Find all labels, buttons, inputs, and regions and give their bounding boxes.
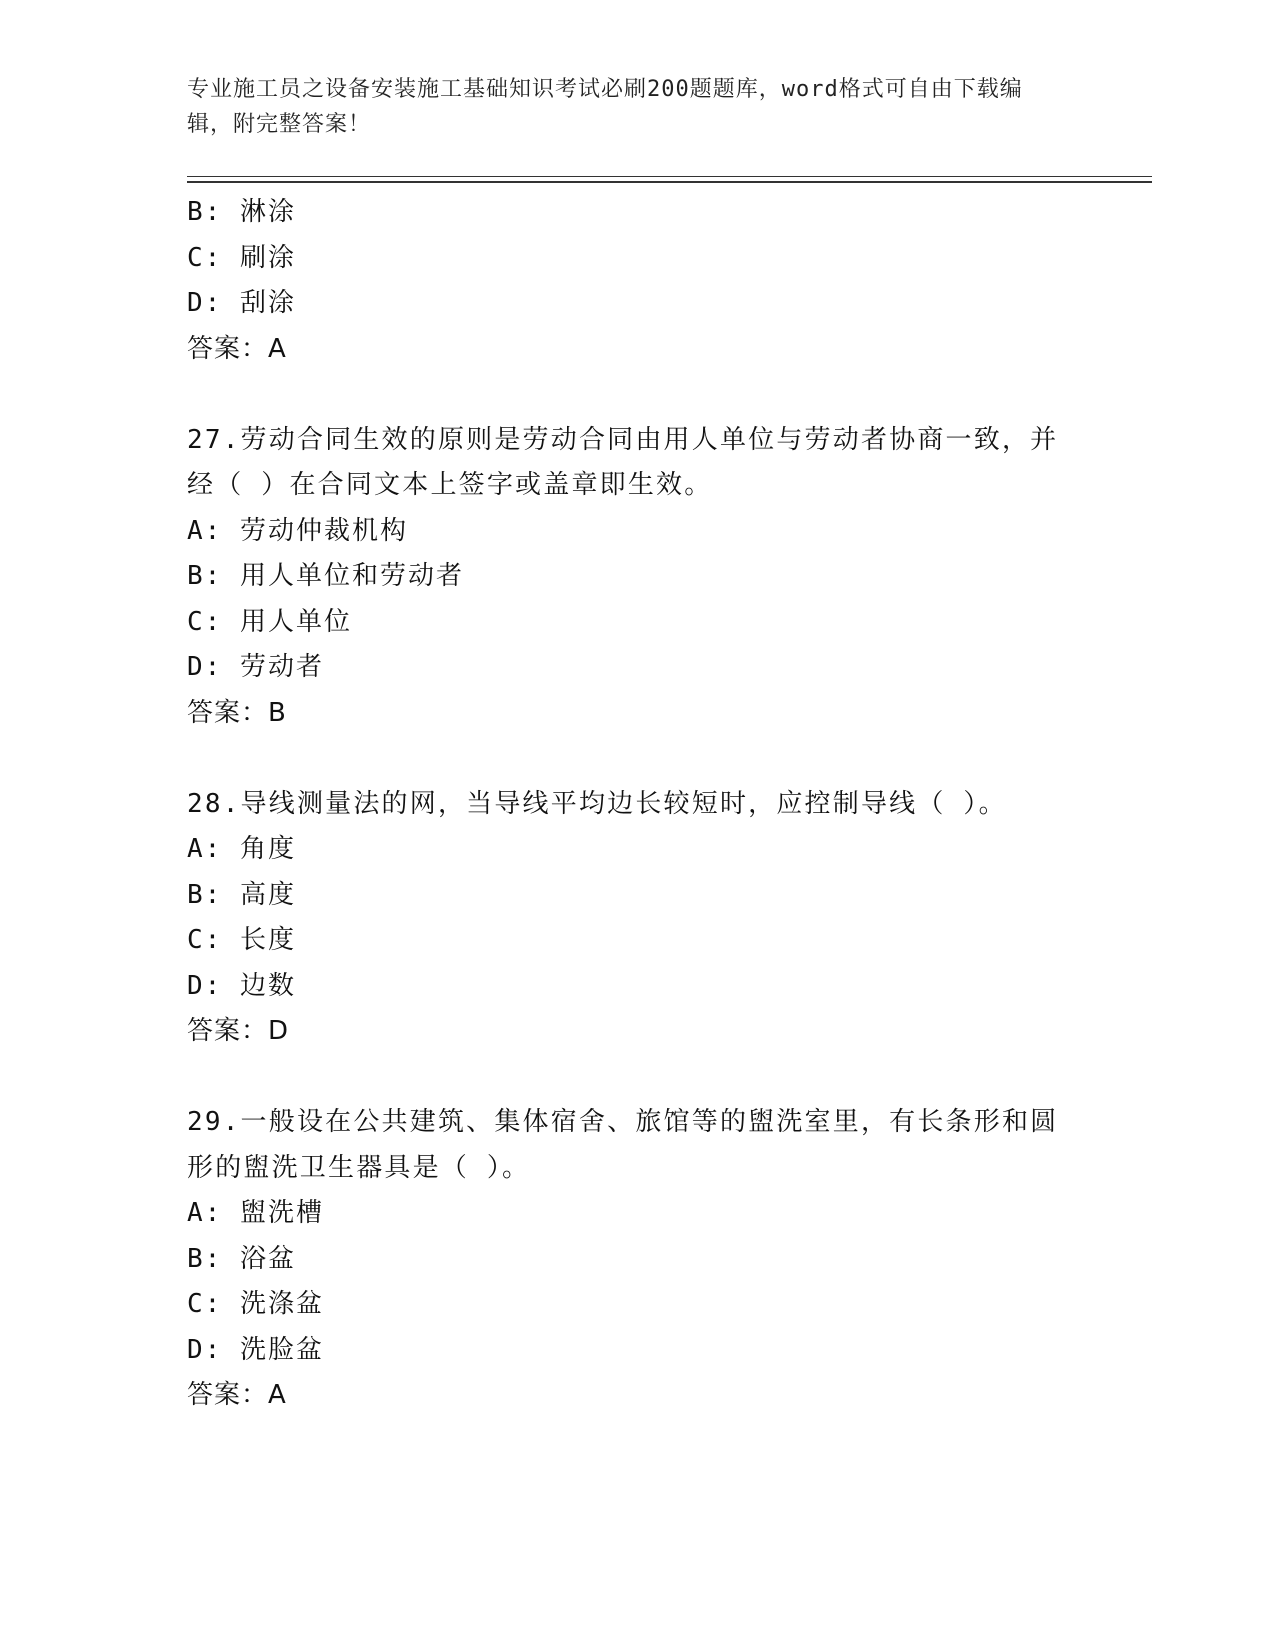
option-b: B: 浴盆 bbox=[187, 1243, 296, 1274]
question-29 bbox=[187, 1100, 1087, 1419]
spacer bbox=[187, 1055, 1087, 1101]
option-a: A: 劳动仲裁机构 bbox=[187, 515, 408, 546]
page-header-title: 专业施工员之设备安装施工基础知识考试必刷200题题库，word格式可自由下载编辑，附完整答案！ bbox=[187, 77, 1023, 137]
question-text: 28.导线测量法的网，当导线平均边长较短时，应控制导线（ ）。 bbox=[187, 788, 1007, 819]
answer-line: 答案：B bbox=[187, 697, 287, 728]
option-c: C: 用人单位 bbox=[187, 606, 352, 637]
header-divider-thin bbox=[187, 176, 1152, 177]
spacer bbox=[187, 372, 1087, 418]
spacer bbox=[187, 736, 1087, 782]
answer-line: 答案：D bbox=[187, 1016, 290, 1046]
option-c: C: 刷涂 bbox=[187, 242, 296, 273]
question-text: 27.劳动合同生效的原则是劳动合同由用人单位与劳动者协商一致，并经（ ）在合同文本上签字或盖章即生效。 bbox=[187, 424, 1059, 500]
question-list bbox=[187, 190, 1087, 1419]
question-28 bbox=[187, 782, 1087, 1055]
option-d: D: 洗脸盆 bbox=[187, 1334, 324, 1365]
question-text: 29.一般设在公共建筑、集体宿舍、旅馆等的盥洗室里，有长条形和圆形的盥洗卫生器具是（ ）。 bbox=[187, 1107, 1059, 1183]
answer-line: 答案：A bbox=[187, 333, 287, 364]
option-d: D: 劳动者 bbox=[187, 652, 324, 682]
option-b: B: 用人单位和劳动者 bbox=[187, 561, 464, 591]
option-c: C: 洗涤盆 bbox=[187, 1289, 324, 1319]
option-d: D: 刮涂 bbox=[187, 288, 296, 318]
option-c: C: 长度 bbox=[187, 925, 296, 955]
option-d: D: 边数 bbox=[187, 970, 296, 1001]
option-b: B: 高度 bbox=[187, 879, 296, 910]
answer-line: 答案：A bbox=[187, 1380, 287, 1410]
header-divider-thick bbox=[187, 181, 1152, 183]
question-27 bbox=[187, 418, 1087, 737]
option-a: A: 盥洗槽 bbox=[187, 1198, 324, 1228]
partial-question bbox=[187, 190, 1087, 372]
option-b: B: 淋涂 bbox=[187, 197, 296, 227]
option-a: A: 角度 bbox=[187, 834, 296, 864]
